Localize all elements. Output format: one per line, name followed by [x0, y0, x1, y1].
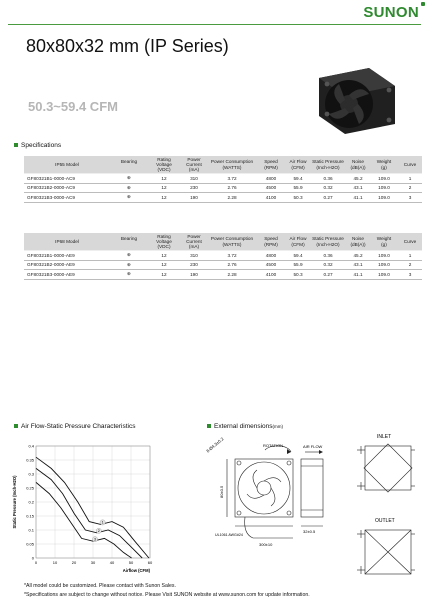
side-view-frame	[301, 459, 323, 517]
col-current: Power Current (mA)	[180, 156, 208, 174]
y-tick-label: 0.35	[26, 457, 34, 463]
weight-cell: 109.0	[370, 183, 398, 193]
speed-cell: 4800	[256, 174, 286, 184]
series-line-1	[36, 457, 149, 558]
table-row	[24, 174, 422, 184]
curve-cell: 2	[398, 183, 422, 193]
cfm-range: 50.3~59.4 CFM	[28, 99, 118, 114]
current-cell: 230	[180, 260, 208, 270]
power-cell: 2.28	[208, 193, 256, 203]
weight-cell: 109.0	[370, 174, 398, 184]
section-chart: Air Flow-Static Pressure Characteristics	[14, 423, 136, 430]
bearing-icon: ⊕	[110, 174, 148, 184]
x-tick-label: 50	[128, 560, 134, 565]
voltage-cell: 12	[148, 193, 180, 203]
weight-cell: 109.0	[370, 260, 398, 270]
pressure-cell: 0.36	[310, 251, 346, 261]
inlet-frame	[365, 446, 411, 490]
speed-cell: 4500	[256, 183, 286, 193]
series-line-3	[36, 482, 132, 558]
series-label-3: 3	[94, 537, 96, 542]
col-speed: Speed (RPM)	[256, 156, 286, 174]
dimension-drawing	[205, 434, 415, 584]
model-cell: GF80321B2-0000-AE9	[24, 260, 110, 270]
series-label-2: 2	[97, 529, 100, 534]
section-specifications: Specifications	[14, 142, 61, 149]
power-cell: 3.72	[208, 174, 256, 184]
bearing-icon: ⊕	[110, 183, 148, 193]
col-model: IP68 Model	[24, 233, 110, 251]
dim-holes-label: 8-Ø4.3±0.2	[205, 436, 225, 454]
x-tick-label: 0	[34, 560, 38, 565]
curve-cell: 1	[398, 251, 422, 261]
power-cell: 2.28	[208, 270, 256, 280]
fan-photo	[309, 64, 399, 134]
power-cell: 3.72	[208, 251, 256, 261]
y-tick-label: 0.05	[26, 541, 34, 547]
voltage-cell: 12	[148, 251, 180, 261]
weight-cell: 109.0	[370, 193, 398, 203]
col-weight: Weight (g)	[370, 233, 398, 251]
pressure-cell: 0.36	[310, 174, 346, 184]
speed-cell: 4500	[256, 260, 286, 270]
col-pressure: Static Pressure (Inch-H2O)	[310, 156, 346, 174]
voltage-cell: 12	[148, 260, 180, 270]
spec-table-ip55	[24, 156, 422, 203]
curve-cell: 3	[398, 270, 422, 280]
col-voltage: Rating Voltage (VDC)	[148, 233, 180, 251]
col-voltage: Rating Voltage (VDC)	[148, 156, 180, 174]
table-header-row	[24, 233, 422, 251]
inlet-label: INLET	[377, 434, 392, 440]
spec-table-ip68	[24, 233, 422, 280]
bearing-icon: ⊕	[110, 270, 148, 280]
bearing-icon: ⊕	[110, 193, 148, 203]
airflow-label: AIR FLOW	[303, 444, 323, 449]
bullet-square-icon	[14, 424, 18, 428]
airflow-cell: 55.9	[286, 183, 310, 193]
dim-lead-label: 300±10	[259, 542, 273, 547]
x-tick-label: 60	[147, 560, 153, 565]
current-cell: 310	[180, 251, 208, 261]
table-row	[24, 251, 422, 261]
noise-cell: 45.2	[346, 174, 370, 184]
y-axis-label: Static Pressure (Inch-H2O)	[12, 475, 17, 529]
y-tick-label: 0.1	[28, 527, 34, 533]
section-dimensions: External dimensions(mm)	[207, 423, 283, 430]
col-speed: Speed (RPM)	[256, 233, 286, 251]
col-power: Power Consumption (WATTS)	[208, 233, 256, 251]
model-cell: GF80321B1-0000-AC9	[24, 174, 110, 184]
table-row	[24, 260, 422, 270]
col-model: IP55 Model	[24, 156, 110, 174]
voltage-cell: 12	[148, 270, 180, 280]
bearing-icon: ⊕	[110, 251, 148, 261]
table-row	[24, 270, 422, 280]
current-cell: 310	[180, 174, 208, 184]
outlet-label: OUTLET	[375, 518, 395, 524]
current-cell: 230	[180, 183, 208, 193]
current-cell: 190	[180, 193, 208, 203]
col-pressure: Static Pressure (Inch-H2O)	[310, 233, 346, 251]
bullet-square-icon	[14, 143, 18, 147]
speed-cell: 4100	[256, 270, 286, 280]
y-tick-label: 0.3	[28, 471, 34, 477]
current-cell: 190	[180, 270, 208, 280]
speed-cell: 4800	[256, 251, 286, 261]
airflow-pressure-chart	[8, 434, 158, 584]
table-row	[24, 183, 422, 193]
weight-cell: 109.0	[370, 251, 398, 261]
airflow-cell: 55.9	[286, 260, 310, 270]
power-cell: 2.76	[208, 183, 256, 193]
y-tick-label: 0.2	[28, 499, 34, 505]
col-curve: Curve	[398, 156, 422, 174]
curve-cell: 1	[398, 174, 422, 184]
footnote-custom: *All model could be customized. Please contact with Sunon Sales.	[24, 583, 176, 589]
brand-dot	[421, 2, 425, 6]
noise-cell: 41.1	[346, 270, 370, 280]
footnote-spec: *Specifications are subject to change without notice. Please Visit SUNON website at www.sunon.com for update information.	[24, 592, 310, 598]
curve-cell: 2	[398, 260, 422, 270]
col-curve: Curve	[398, 233, 422, 251]
noise-cell: 41.1	[346, 193, 370, 203]
x-tick-label: 30	[90, 560, 96, 565]
speed-cell: 4100	[256, 193, 286, 203]
noise-cell: 43.1	[346, 183, 370, 193]
col-airflow: Air Flow (CFM)	[286, 156, 310, 174]
airflow-cell: 50.3	[286, 270, 310, 280]
y-tick-label: 0.4	[28, 443, 34, 449]
curve-cell: 3	[398, 193, 422, 203]
x-axis-label: Airflow (CFM)	[122, 568, 150, 573]
model-cell: GF80321B2-0000-AC9	[24, 183, 110, 193]
voltage-cell: 12	[148, 183, 180, 193]
col-power: Power Consumption (WATTS)	[208, 156, 256, 174]
bullet-square-icon	[207, 424, 211, 428]
series-label-1: 1	[101, 520, 104, 525]
noise-cell: 43.1	[346, 260, 370, 270]
brand-logo: SUNON	[363, 4, 419, 21]
y-tick-label: 0	[31, 555, 34, 561]
rotation-label: ROTATION	[263, 443, 284, 448]
x-tick-label: 20	[71, 560, 77, 565]
y-tick-label: 0.15	[26, 513, 34, 519]
series-line-2	[36, 468, 142, 558]
weight-cell: 109.0	[370, 270, 398, 280]
col-noise: Noise (dB(A))	[346, 156, 370, 174]
pressure-cell: 0.27	[310, 270, 346, 280]
y-tick-label: 0.25	[26, 485, 34, 491]
power-cell: 2.76	[208, 260, 256, 270]
col-noise: Noise (dB(A))	[346, 233, 370, 251]
pressure-cell: 0.27	[310, 193, 346, 203]
model-cell: GF80321B3-0000-AE9	[24, 270, 110, 280]
header-rule	[8, 24, 421, 25]
airflow-cell: 59.4	[286, 174, 310, 184]
pin-label: UL1061 AWG#24	[215, 533, 243, 537]
model-cell: GF80321B1-0000-AE9	[24, 251, 110, 261]
noise-cell: 45.2	[346, 251, 370, 261]
pressure-cell: 0.32	[310, 260, 346, 270]
page-title: 80x80x32 mm (IP Series)	[26, 36, 229, 56]
col-airflow: Air Flow (CFM)	[286, 233, 310, 251]
col-current: Power Current (mA)	[180, 233, 208, 251]
col-bearing: Bearing	[110, 233, 148, 251]
x-tick-label: 40	[109, 560, 115, 565]
dim-width-label: 80±0.5	[219, 485, 224, 498]
bearing-icon: ⊕	[110, 260, 148, 270]
table-header-row	[24, 156, 422, 174]
pressure-cell: 0.32	[310, 183, 346, 193]
model-cell: GF80321B3-0000-AC9	[24, 193, 110, 203]
col-weight: Weight (g)	[370, 156, 398, 174]
airflow-cell: 59.4	[286, 251, 310, 261]
table-row	[24, 193, 422, 203]
x-tick-label: 10	[52, 560, 58, 565]
dim-depth-label: 32±0.5	[303, 529, 316, 534]
voltage-cell: 12	[148, 174, 180, 184]
airflow-cell: 50.3	[286, 193, 310, 203]
col-bearing: Bearing	[110, 156, 148, 174]
front-view-frame	[235, 459, 293, 517]
